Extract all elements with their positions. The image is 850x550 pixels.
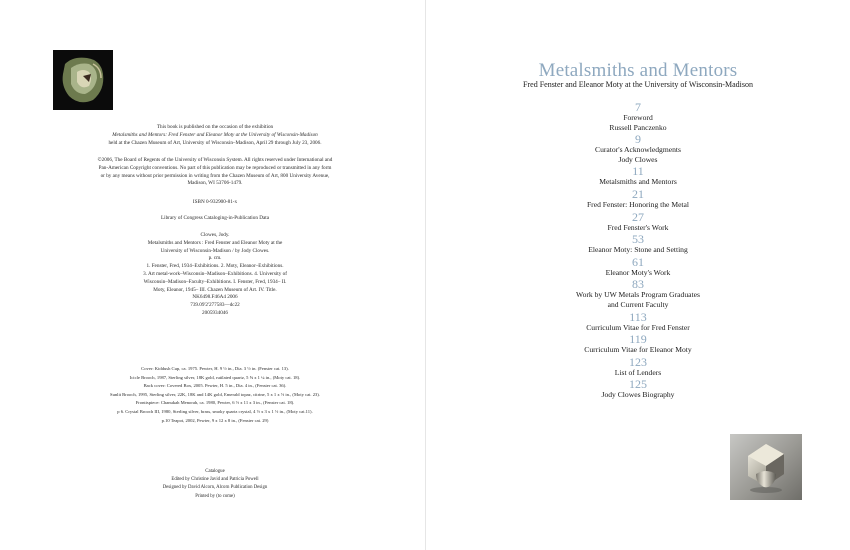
toc-label: Jody Clowes Biography [601, 390, 675, 400]
cip-line: Metalsmiths and Mentors : Fred Fenster and Eleanor Moty at the [147, 239, 283, 246]
toc-entry[interactable] [526, 378, 750, 400]
cip-line: 2005934046 [202, 309, 228, 316]
toc-label: and Current Faculty [607, 299, 669, 309]
catalogue-line: Edited by Christine Javid and Patricia Powell [171, 477, 259, 483]
isbn-line: ISBN 0-932900-81-x [192, 199, 238, 205]
toc-label: Fred Fenster: Honoring the Metal [586, 199, 690, 209]
table-of-contents [526, 100, 750, 400]
cip-line: University of Wisconsin-Madison / by Jody Clowes. [160, 247, 270, 254]
covered-box-photo [730, 434, 802, 500]
credit-line: Back cover: Covered Box, 2005. Pewter, H. 5 in., Dia. 4 in., (Fenster cat. 36). [143, 383, 287, 389]
toc-page-number: 83 [632, 277, 644, 292]
book-subtitle: Fred Fenster and Eleanor Moty at the University of Wisconsin-Madison [523, 80, 753, 89]
toc-page-number: 7 [635, 100, 641, 114]
cip-line: NK6498.F46A4 2006 [192, 294, 238, 301]
copyright-line: Madison, WI 53706-1479. [187, 180, 243, 187]
toc-page-number: 53 [632, 232, 644, 247]
cip-line: Clowes, Jody. [200, 232, 230, 238]
cip-line: p. cm. [208, 255, 222, 262]
toc-page-number: 27 [632, 209, 644, 224]
toc-entry[interactable] [526, 133, 750, 164]
toc-entry[interactable] [526, 278, 750, 309]
toc-page-number: 61 [632, 254, 644, 269]
cip-line: Wisconsin–Madison–Faculty–Exhibitions. I. Fenster, Fred, 1934– II. [143, 278, 287, 285]
toc-label: Jody Clowes [618, 154, 658, 164]
imprint-line: This book is published on the occasion of the exhibition [156, 124, 274, 130]
toc-label: List of Lenders [614, 367, 662, 377]
copyright-line: Pan-American Copyright conventions. No part of this publication may be reproduced or transmitted in any form [98, 164, 332, 171]
credit-line: Sunlit Brooch, 1995, Sterling silver, 22K, 18K and 14K gold, Emerald topaz, citrine, 5 x 1 x ½ in., (Moty cat. 23). [110, 391, 320, 397]
catalogue-credits [60, 468, 370, 501]
brooch-thumbnail-image [53, 50, 113, 110]
copyright-line: or by any means without prior permission in writing from the Chazen Museum of Art, 800 University Avenue, [100, 172, 330, 179]
copyright-line: ©2006, The Board of Regents of the University of Wisconsin System. All rights reserved under International and [97, 157, 333, 163]
cip-data [60, 232, 370, 318]
toc-entry[interactable] [526, 311, 750, 333]
toc-page-number: 21 [632, 186, 644, 201]
right-page [426, 0, 850, 550]
toc-entry[interactable] [526, 233, 750, 255]
credit-line: p 6. Crystal Brooch III, 1980, Sterling silver, brass, smoky quartz crystal, 4 ½ x 3 x 1 ½ in., (Moty cat.11). [117, 408, 313, 414]
toc-label: Metalsmiths and Mentors [599, 177, 677, 187]
toc-entry[interactable] [526, 101, 750, 132]
toc-entry[interactable] [526, 256, 750, 278]
toc-page-number: 113 [629, 309, 647, 324]
toc-label: Work by UW Metals Program Graduates [576, 290, 700, 300]
toc-label: Curator's Acknowledgments [595, 145, 681, 155]
cip-heading-line: Library of Congress Cataloging-in-Publication Data [160, 215, 270, 221]
toc-label: Curriculum Vitae for Fred Fenster [586, 322, 690, 332]
credit-line: Cover: Kiddush Cup, ca. 1975. Pewter, H. 9 ½ in., Dia. 3 ½ in. (Fenster cat. 13). [141, 366, 289, 371]
image-credits [60, 365, 370, 425]
credit-line: p.10 Teapot, 2002, Pewter, 9 x 12 x 8 in., (Fenster cat. 29) [161, 417, 269, 423]
credit-line: Icicle Brooch, 1987, Sterling silver, 18K gold, rutilated quartz, 5 ⅝ x 1 ¼ in., (Moty cat. 18). [129, 374, 301, 380]
cip-line: 3. Art metal-work–Wisconsin–Madison–Exhibitions. 4. University of [143, 270, 287, 277]
toc-entry[interactable] [526, 188, 750, 210]
toc-page-number: 119 [629, 332, 647, 347]
toc-page-number: 125 [629, 377, 647, 392]
toc-label: Eleanor Moty's Work [605, 267, 671, 277]
cip-heading [60, 215, 370, 223]
catalogue-line: Catalogue [205, 469, 225, 474]
toc-page-number: 9 [635, 132, 641, 147]
toc-label: Fred Fenster's Work [607, 222, 669, 232]
toc-label: Curriculum Vitae for Eleanor Moty [584, 345, 692, 355]
toc-entry[interactable] [526, 333, 750, 355]
toc-entry[interactable] [526, 356, 750, 378]
toc-entry[interactable] [526, 211, 750, 233]
catalogue-line: Printed by (to come) [195, 493, 235, 499]
toc-label: Foreword [623, 113, 653, 122]
imprint-line: Metalsmiths and Mentors: Fred Fenster and Eleanor Moty at the University of Wisconsin-Madison [112, 131, 318, 138]
toc-page-number: 123 [629, 354, 647, 369]
cip-line: 1. Fenster, Fred, 1934–Exhibitions. 2. Moty, Eleanor–Exhibitions. [146, 263, 284, 270]
publication-notice [60, 124, 370, 147]
toc-label: Russell Panczenko [609, 122, 667, 132]
credit-line: Frontispiece: Chanukah Menorah, ca. 1980, Pewter, 6 ½ x 11 x 3 in., (Fenster cat. 18). [135, 400, 295, 406]
isbn [60, 199, 370, 207]
cip-line: 739.09'2'277583—dc22 [190, 302, 240, 309]
catalogue-line: Designed by David Alcorn, Alcorn Publication Design [162, 485, 268, 491]
toc-label: Eleanor Moty: Stone and Setting [588, 245, 688, 255]
toc-page-number: 11 [632, 164, 644, 179]
toc-entry[interactable] [526, 165, 750, 187]
book-title: Metalsmiths and Mentors [538, 60, 738, 81]
copyright-notice [60, 157, 370, 188]
cip-line: Moty, Eleanor, 1945– III. Chazen Museum of Art. IV. Title. [153, 286, 277, 293]
imprint-line: held at the Chazen Museum of Art, University of Wisconsin–Madison, April 29 through July 23, 2006. [108, 139, 322, 146]
